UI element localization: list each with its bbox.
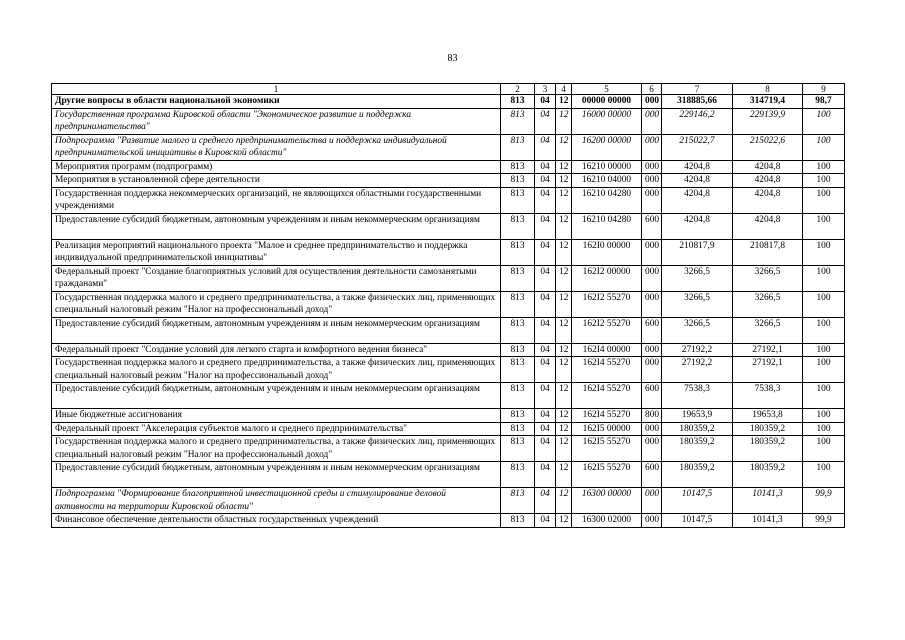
table-row: [52, 174, 845, 188]
cell-name: Предоставление субсидий бюджетным, автономным учреждениям и иным некоммерческим организациям: [52, 383, 501, 409]
cell-name: Предоставление субсидий бюджетным, автономным учреждениям и иным некоммерческим организациям: [52, 317, 501, 343]
cell-podrazdel: 12: [556, 95, 572, 109]
cell-razdel: 04: [535, 174, 556, 188]
cell-glava: 813: [501, 291, 535, 317]
cell-procent: 100: [803, 213, 845, 239]
cell-procent: 100: [803, 174, 845, 188]
cell-glava: 813: [501, 357, 535, 383]
cell-procent: 100: [803, 357, 845, 383]
cell-plan: 4204,8: [662, 174, 733, 188]
cell-celevaya-statya: 162I4 55270: [572, 409, 642, 423]
cell-plan: 215022,7: [662, 134, 733, 160]
cell-glava: 813: [501, 422, 535, 436]
cell-vid-rashodov: 000: [642, 488, 662, 514]
page-number: 83: [447, 53, 458, 64]
cell-glava: 813: [501, 160, 535, 174]
cell-celevaya-statya: 162I5 55270: [572, 462, 642, 488]
cell-ispolneno: 180359,2: [733, 436, 803, 462]
table-row: [52, 265, 845, 291]
cell-procent: 100: [803, 462, 845, 488]
cell-celevaya-statya: 16000 00000: [572, 108, 642, 134]
cell-podrazdel: 12: [556, 265, 572, 291]
cell-vid-rashodov: 000: [642, 514, 662, 528]
cell-podrazdel: 12: [556, 317, 572, 343]
table-row: [52, 343, 845, 357]
cell-procent: 100: [803, 239, 845, 265]
cell-podrazdel: 12: [556, 108, 572, 134]
cell-name: Мероприятия программ (подпрограмм): [52, 160, 501, 174]
cell-name: Мероприятия в установленной сфере деятельности: [52, 174, 501, 188]
cell-name: Финансовое обеспечение деятельности областных государственных учреждений: [52, 514, 501, 528]
cell-procent: 99,9: [803, 488, 845, 514]
cell-vid-rashodov: 000: [642, 108, 662, 134]
cell-ispolneno: 215022,6: [733, 134, 803, 160]
header-cell-podrazdel: 4: [556, 84, 572, 95]
cell-procent: 100: [803, 317, 845, 343]
cell-glava: 813: [501, 514, 535, 528]
cell-procent: 100: [803, 160, 845, 174]
cell-plan: 3266,5: [662, 317, 733, 343]
cell-celevaya-statya: 162I4 55270: [572, 357, 642, 383]
cell-razdel: 04: [535, 265, 556, 291]
table-row: [52, 317, 845, 343]
cell-glava: 813: [501, 187, 535, 213]
cell-razdel: 04: [535, 134, 556, 160]
cell-plan: 27192,2: [662, 357, 733, 383]
cell-glava: 813: [501, 134, 535, 160]
cell-plan: 229146,2: [662, 108, 733, 134]
cell-podrazdel: 12: [556, 291, 572, 317]
cell-razdel: 04: [535, 462, 556, 488]
cell-vid-rashodov: 600: [642, 317, 662, 343]
cell-podrazdel: 12: [556, 174, 572, 188]
header-cell-ispolneno: 8: [733, 84, 803, 95]
cell-vid-rashodov: 000: [642, 160, 662, 174]
cell-razdel: 04: [535, 383, 556, 409]
cell-name: Государственная программа Кировской области "Экономическое развитие и поддержка предпринимательства": [52, 108, 501, 134]
cell-glava: 813: [501, 383, 535, 409]
cell-ispolneno: 314719,4: [733, 95, 803, 109]
table-row: [52, 462, 845, 488]
cell-procent: 100: [803, 108, 845, 134]
cell-name: Подпрограмма "Развитие малого и среднего предпринимательства и поддержка индивидуальной предпринимательской инициативы в Кировской области": [52, 134, 501, 160]
cell-procent: 100: [803, 409, 845, 423]
table-row: [52, 239, 845, 265]
cell-plan: 10147,5: [662, 514, 733, 528]
header-cell-glava: 2: [501, 84, 535, 95]
cell-glava: 813: [501, 462, 535, 488]
cell-name: Подпрограмма "Формирование благоприятной инвестиционной среды и стимулирование деловой активности на территории Кировской области": [52, 488, 501, 514]
cell-name: Государственная поддержка малого и среднего предпринимательства, а также физических лиц, применяющих специальный налоговый режим "Налог на профессиональный доход": [52, 436, 501, 462]
cell-procent: 100: [803, 291, 845, 317]
cell-name: Предоставление субсидий бюджетным, автономным учреждениям и иным некоммерческим организациям: [52, 213, 501, 239]
cell-vid-rashodov: 000: [642, 134, 662, 160]
cell-vid-rashodov: 000: [642, 357, 662, 383]
table-row: [52, 514, 845, 528]
cell-celevaya-statya: 16200 00000: [572, 134, 642, 160]
cell-celevaya-statya: 162I5 55270: [572, 436, 642, 462]
cell-plan: 4204,8: [662, 160, 733, 174]
cell-celevaya-statya: 16210 00000: [572, 160, 642, 174]
cell-celevaya-statya: 16210 04280: [572, 187, 642, 213]
cell-glava: 813: [501, 108, 535, 134]
cell-glava: 813: [501, 213, 535, 239]
cell-razdel: 04: [535, 317, 556, 343]
budget-table: [51, 83, 845, 528]
cell-plan: 318885,66: [662, 95, 733, 109]
cell-glava: 813: [501, 239, 535, 265]
cell-name: Предоставление субсидий бюджетным, автономным учреждениям и иным некоммерческим организациям: [52, 462, 501, 488]
cell-podrazdel: 12: [556, 187, 572, 213]
header-cell-procent: 9: [803, 84, 845, 95]
cell-podrazdel: 12: [556, 383, 572, 409]
cell-celevaya-statya: 162I5 00000: [572, 422, 642, 436]
cell-plan: 210817,9: [662, 239, 733, 265]
header-cell-celevaya-statya: 5: [572, 84, 642, 95]
cell-glava: 813: [501, 95, 535, 109]
cell-razdel: 04: [535, 343, 556, 357]
cell-celevaya-statya: 162I0 00000: [572, 239, 642, 265]
cell-podrazdel: 12: [556, 514, 572, 528]
cell-name: Государственная поддержка некоммерческих организаций, не являющихся областными государственными учреждениями: [52, 187, 501, 213]
cell-razdel: 04: [535, 213, 556, 239]
cell-plan: 180359,2: [662, 436, 733, 462]
cell-celevaya-statya: 16300 00000: [572, 488, 642, 514]
cell-vid-rashodov: 000: [642, 239, 662, 265]
cell-podrazdel: 12: [556, 462, 572, 488]
cell-vid-rashodov: 000: [642, 265, 662, 291]
cell-plan: 3266,5: [662, 291, 733, 317]
cell-razdel: 04: [535, 160, 556, 174]
cell-celevaya-statya: 16210 04280: [572, 213, 642, 239]
cell-ispolneno: 10141,3: [733, 514, 803, 528]
cell-name: Федеральный проект "Создание благоприятных условий для осуществления деятельности самозанятыми гражданами": [52, 265, 501, 291]
table-row: [52, 436, 845, 462]
cell-celevaya-statya: 16300 02000: [572, 514, 642, 528]
cell-razdel: 04: [535, 514, 556, 528]
cell-razdel: 04: [535, 239, 556, 265]
cell-procent: 100: [803, 343, 845, 357]
cell-plan: 27192,2: [662, 343, 733, 357]
cell-glava: 813: [501, 436, 535, 462]
cell-plan: 4204,8: [662, 213, 733, 239]
cell-procent: 99,9: [803, 514, 845, 528]
cell-plan: 19653,9: [662, 409, 733, 423]
cell-glava: 813: [501, 488, 535, 514]
cell-ispolneno: 4204,8: [733, 160, 803, 174]
cell-procent: 100: [803, 422, 845, 436]
cell-glava: 813: [501, 317, 535, 343]
cell-razdel: 04: [535, 291, 556, 317]
cell-razdel: 04: [535, 409, 556, 423]
cell-podrazdel: 12: [556, 239, 572, 265]
cell-plan: 4204,8: [662, 187, 733, 213]
cell-ispolneno: 210817,8: [733, 239, 803, 265]
cell-procent: 100: [803, 383, 845, 409]
cell-vid-rashodov: 800: [642, 409, 662, 423]
cell-celevaya-statya: 162I2 55270: [572, 317, 642, 343]
cell-vid-rashodov: 000: [642, 95, 662, 109]
cell-plan: 180359,2: [662, 462, 733, 488]
cell-ispolneno: 7538,3: [733, 383, 803, 409]
cell-podrazdel: 12: [556, 343, 572, 357]
cell-celevaya-statya: 162I4 55270: [572, 383, 642, 409]
cell-ispolneno: 3266,5: [733, 317, 803, 343]
cell-podrazdel: 12: [556, 422, 572, 436]
cell-vid-rashodov: 600: [642, 383, 662, 409]
cell-glava: 813: [501, 174, 535, 188]
cell-ispolneno: 4204,8: [733, 213, 803, 239]
cell-name: Федеральный проект "Акселерация субъектов малого и среднего предпринимательства": [52, 422, 501, 436]
cell-ispolneno: 180359,2: [733, 422, 803, 436]
cell-ispolneno: 229139,9: [733, 108, 803, 134]
cell-name: Государственная поддержка малого и среднего предпринимательства, а также физических лиц, применяющих специальный налоговый режим "Налог на профессиональный доход": [52, 357, 501, 383]
cell-podrazdel: 12: [556, 357, 572, 383]
cell-celevaya-statya: 00000 00000: [572, 95, 642, 109]
cell-ispolneno: 4204,8: [733, 174, 803, 188]
table-row: [52, 213, 845, 239]
cell-celevaya-statya: 162I2 55270: [572, 291, 642, 317]
cell-name: Другие вопросы в области национальной экономики: [52, 95, 501, 109]
cell-vid-rashodov: 600: [642, 462, 662, 488]
cell-plan: 10147,5: [662, 488, 733, 514]
table-row: [52, 422, 845, 436]
cell-procent: 100: [803, 187, 845, 213]
cell-razdel: 04: [535, 422, 556, 436]
cell-glava: 813: [501, 265, 535, 291]
header-cell-vid-rashodov: 6: [642, 84, 662, 95]
header-cell-plan: 7: [662, 84, 733, 95]
cell-razdel: 04: [535, 108, 556, 134]
cell-ispolneno: 10141,3: [733, 488, 803, 514]
header-cell-razdel: 3: [535, 84, 556, 95]
cell-ispolneno: 3266,5: [733, 265, 803, 291]
table-row: [52, 108, 845, 134]
cell-vid-rashodov: 000: [642, 187, 662, 213]
cell-podrazdel: 12: [556, 160, 572, 174]
table-row: [52, 488, 845, 514]
cell-vid-rashodov: 000: [642, 174, 662, 188]
cell-podrazdel: 12: [556, 409, 572, 423]
cell-podrazdel: 12: [556, 488, 572, 514]
cell-name: Государственная поддержка малого и среднего предпринимательства, а также физических лиц, применяющих специальный налоговый режим "Налог на профессиональный доход": [52, 291, 501, 317]
table-row: [52, 187, 845, 213]
table-row: [52, 383, 845, 409]
cell-ispolneno: 27192,1: [733, 357, 803, 383]
cell-vid-rashodov: 600: [642, 213, 662, 239]
table-row: [52, 409, 845, 423]
cell-name: Федеральный проект "Создание условий для легкого старта и комфортного ведения бизнеса": [52, 343, 501, 357]
cell-razdel: 04: [535, 95, 556, 109]
cell-vid-rashodov: 000: [642, 436, 662, 462]
cell-podrazdel: 12: [556, 134, 572, 160]
cell-plan: 3266,5: [662, 265, 733, 291]
cell-razdel: 04: [535, 436, 556, 462]
cell-procent: 100: [803, 436, 845, 462]
table-header-row: [52, 84, 845, 95]
cell-procent: 100: [803, 265, 845, 291]
cell-ispolneno: 4204,8: [733, 187, 803, 213]
cell-celevaya-statya: 162I2 00000: [572, 265, 642, 291]
cell-vid-rashodov: 000: [642, 343, 662, 357]
cell-razdel: 04: [535, 357, 556, 383]
cell-plan: 7538,3: [662, 383, 733, 409]
cell-razdel: 04: [535, 488, 556, 514]
cell-vid-rashodov: 000: [642, 291, 662, 317]
table-row: [52, 95, 845, 109]
cell-plan: 180359,2: [662, 422, 733, 436]
cell-procent: 98,7: [803, 95, 845, 109]
cell-procent: 100: [803, 134, 845, 160]
table-row: [52, 134, 845, 160]
cell-vid-rashodov: 000: [642, 422, 662, 436]
cell-ispolneno: 19653,8: [733, 409, 803, 423]
cell-celevaya-statya: 16210 04000: [572, 174, 642, 188]
cell-ispolneno: 27192,1: [733, 343, 803, 357]
cell-name: Иные бюджетные ассигнования: [52, 409, 501, 423]
cell-ispolneno: 3266,5: [733, 291, 803, 317]
header-cell-name: 1: [52, 84, 501, 95]
cell-razdel: 04: [535, 187, 556, 213]
cell-glava: 813: [501, 343, 535, 357]
cell-podrazdel: 12: [556, 213, 572, 239]
cell-name: Реализация мероприятий национального проекта "Малое и среднее предпринимательство и поддержка индивидуальной предпринимательской инициативы": [52, 239, 501, 265]
table-row: [52, 160, 845, 174]
table-body: [52, 84, 845, 528]
cell-celevaya-statya: 162I4 00000: [572, 343, 642, 357]
cell-glava: 813: [501, 409, 535, 423]
cell-ispolneno: 180359,2: [733, 462, 803, 488]
table-row: [52, 291, 845, 317]
cell-podrazdel: 12: [556, 436, 572, 462]
table-row: [52, 357, 845, 383]
